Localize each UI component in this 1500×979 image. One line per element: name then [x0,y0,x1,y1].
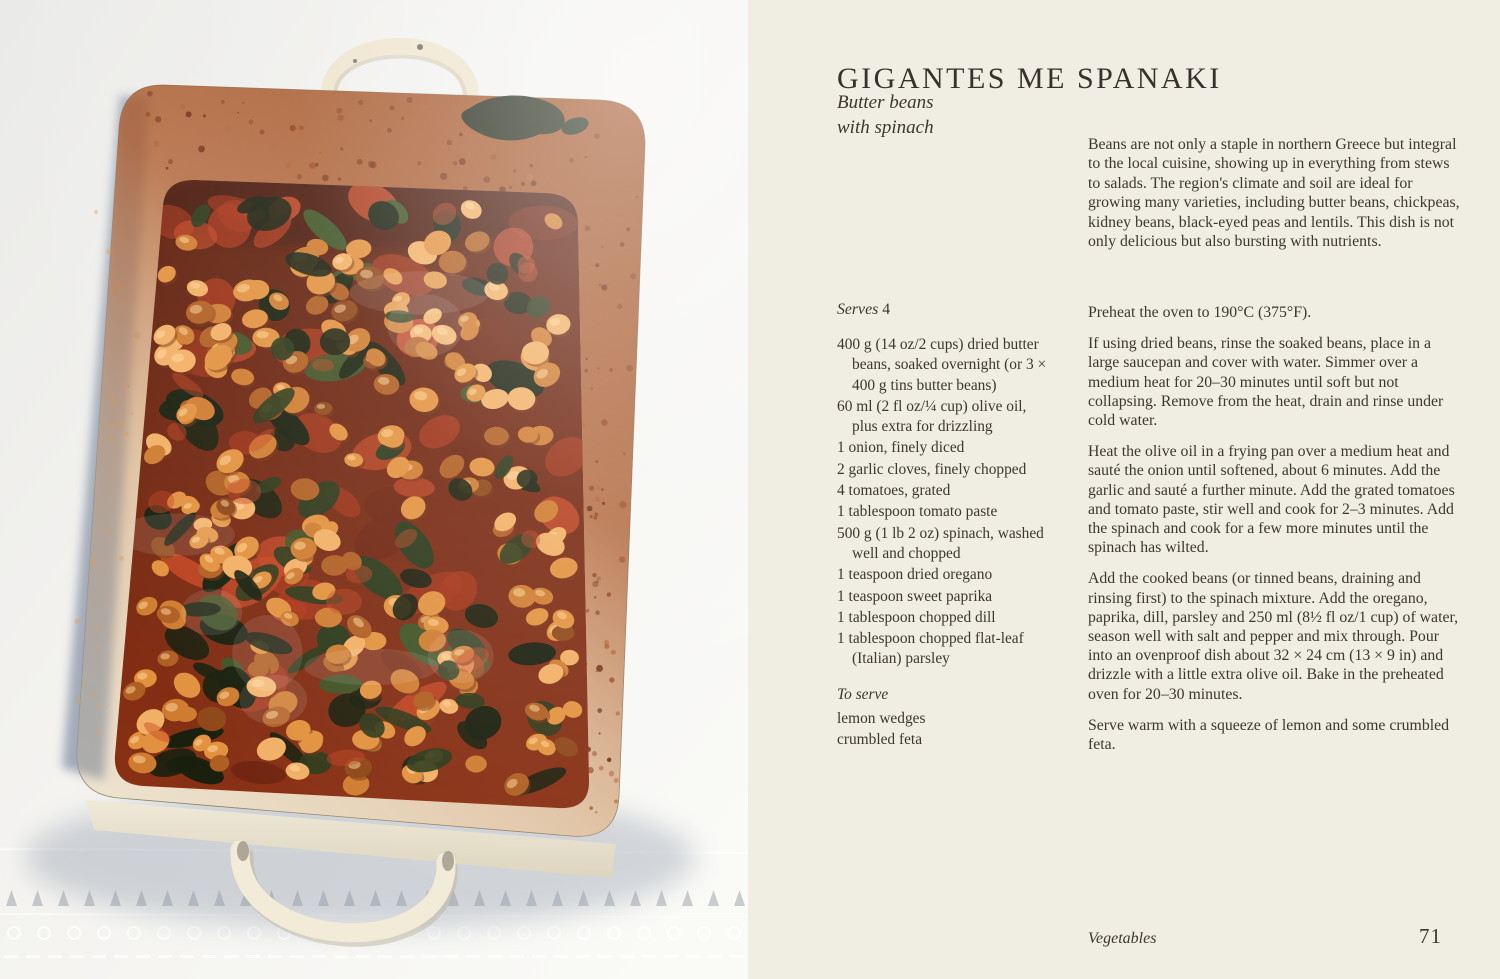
serves-label: Serves [837,301,879,318]
left-page [0,0,748,979]
ingredient-item: 1 teaspoon sweet paprika [837,587,993,605]
to-serve-block [837,684,925,750]
method-paragraph: Preheat the oven to 190°C (375°F). [1088,304,1312,321]
subtitle-line: with spinach [837,117,934,138]
method-block [1088,303,1466,766]
serves-value: 4 [882,301,891,318]
intro-paragraph: Beans are not only a staple in northern Greece but integral to the local cuisine, showing up in everything from stews to salads. The region's climate and soil are ideal for growing many varieties, including butter beans, chickpeas, kidney beans, black-eyed peas and lentils. This dish is not only delicious but also bursting with nutrients. [1088,136,1460,251]
ingredient-item: 1 tablespoon chopped flat-leaf (Italian) parsley [837,630,1024,668]
ingredient-item: 1 tablespoon chopped dill [837,608,996,626]
subtitle-line: Butter beans [837,92,934,113]
ingredient-item: 400 g (14 oz/2 cups) dried butter beans, soaked overnight (or 3 × 400 g tins butter beans) [837,336,1047,394]
serves-line [837,301,890,319]
ingredient-item: 2 garlic cloves, finely chopped [837,460,1027,478]
dish-photo [0,0,748,979]
recipe-subtitle [837,90,934,140]
to-serve-item: crumbled feta [837,731,923,748]
ingredient-item: 1 tablespoon tomato paste [837,503,998,521]
method-paragraph: If using dried beans, rinse the soaked beans, place in a large saucepan and cover with water. Simmer over a medium heat for 20–30 minutes until soft but not collapsing. Remove from the heat, drain and rinse under cold water. [1088,335,1444,430]
ingredients-list [837,335,1049,671]
method-paragraph: Serve warm with a squeeze of lemon and some crumbled feta. [1088,716,1450,754]
to-serve-label: To serve [837,686,889,703]
page-number: 71 [1419,924,1442,948]
ingredient-item: 1 onion, finely diced [837,439,965,457]
to-serve-item: lemon wedges [837,710,926,727]
ingredient-item: 500 g (1 lb 2 oz) spinach, washed well and chopped [837,524,1044,562]
method-paragraph: Heat the olive oil in a frying pan over a medium heat and sauté the onion until softened, about 6 minutes. Add the garlic and sauté a further minute. Add the grated tomatoes and tomato paste, stir well and cook for 2–3 minutes. Add the spinach and cook for a few more minutes until the spinach has wilted. [1088,443,1455,557]
footer-section-label: Vegetables [1088,930,1157,947]
right-page [748,0,1500,979]
method-paragraph: Add the cooked beans (or tinned beans, draining and rinsing first) to the spinach mixture. Add the oregano, paprika, dill, parsley and 250 ml (8½ fl oz/1 cup) of water, season well with salt and pepper and mix through. Pour into an ovenproof dish about 32 × 24 cm (13 × 9 in) and drizzle with a little extra olive oil. Bake in the preheated oven for 20–30 minutes. [1088,570,1459,703]
ingredient-item: 4 tomatoes, grated [837,482,951,500]
ingredient-item: 60 ml (2 fl oz/¼ cup) olive oil, plus extra for drizzling [837,397,1027,436]
ingredient-item: 1 teaspoon dried oregano [837,566,993,584]
page-title: GIGANTES ME SPANAKI [837,62,1222,96]
